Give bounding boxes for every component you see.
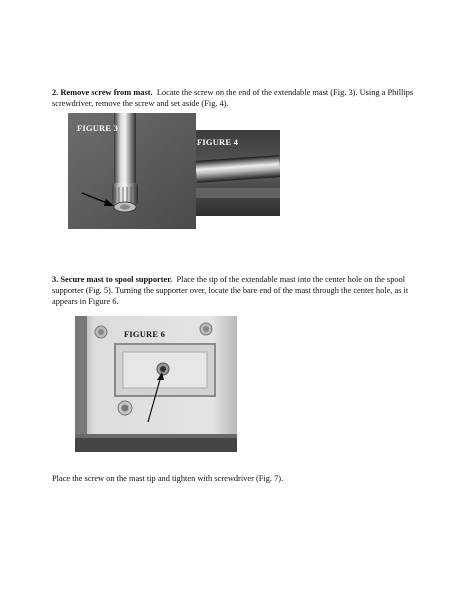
figure-6-photo — [75, 316, 237, 452]
closing-text: Place the screw on the mast tip and tighten with screwdriver (Fig. 7). — [52, 474, 284, 483]
figure-3-label: FIGURE 3 — [77, 123, 119, 133]
figure-4-label: FIGURE 4 — [197, 137, 239, 147]
figure-4-photo — [196, 130, 280, 216]
step-2-text: Locate the screw on the end of the extendable mast (Fig. 3). Using a Phillips screwdriver, remove the screw and set aside (Fig. 4). — [52, 88, 414, 108]
closing-paragraph — [52, 473, 422, 484]
step-3-paragraph — [52, 274, 422, 307]
step-3-text: Place the tip of the extendable mast into the center hole on the spool supporter (Fig. 5). Turning the supporter over, locate the bare end of the mast through the center hole, as it appears in Figure 6. — [52, 275, 409, 306]
step-3-heading: 3. Secure mast to spool supporter. — [52, 275, 173, 284]
step-2-paragraph — [52, 87, 422, 109]
step-2-heading: 2. Remove screw from mast. — [52, 88, 153, 97]
figure-6-label: FIGURE 6 — [124, 329, 166, 339]
figure-3-photo — [68, 113, 196, 229]
